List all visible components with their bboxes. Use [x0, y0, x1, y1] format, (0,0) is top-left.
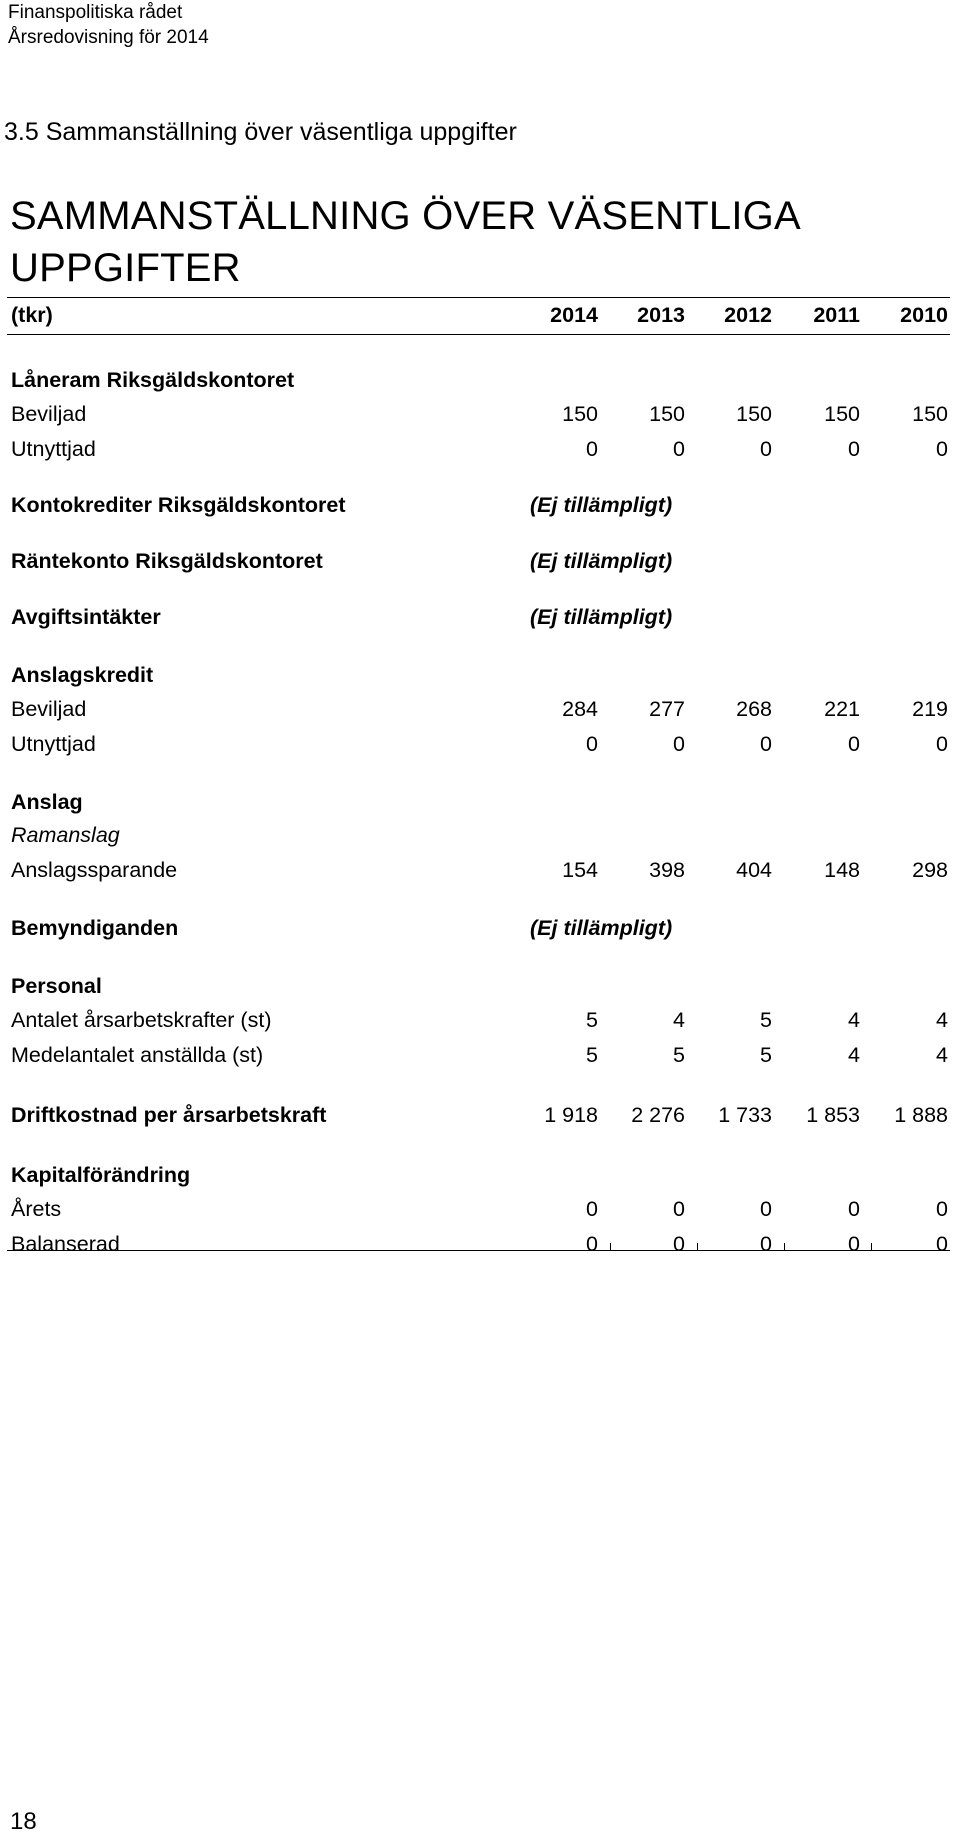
table-cell: 0 — [848, 732, 860, 756]
table-row — [0, 660, 960, 690]
table-cell: 0 — [936, 1232, 948, 1256]
table-cell: 4 — [673, 1008, 685, 1032]
table-cell: 5 — [586, 1008, 598, 1032]
table-row — [0, 971, 960, 1001]
table-cell: 150 — [912, 402, 948, 426]
table-cell: 0 — [586, 1232, 598, 1256]
section-heading: 3.5 Sammanställning över väsentliga uppgifter — [4, 118, 517, 146]
column-tick — [784, 1243, 785, 1250]
table-cell: 0 — [673, 1232, 685, 1256]
column-tick — [871, 1243, 872, 1250]
row-label: Driftkostnad per årsarbetskraft — [11, 1103, 327, 1127]
table-row — [0, 490, 960, 520]
table-row — [0, 546, 960, 576]
table-cell: 148 — [824, 858, 860, 882]
row-label: Kontokrediter Riksgäldskontoret — [11, 493, 346, 517]
row-label: Antalet årsarbetskrafter (st) — [11, 1008, 272, 1032]
table-row — [0, 602, 960, 632]
row-label: Personal — [11, 974, 102, 998]
year-header: 2014 — [550, 303, 598, 327]
table-cell: 0 — [936, 1197, 948, 1221]
page-header — [8, 0, 209, 50]
table-cell: 0 — [848, 437, 860, 461]
table-row — [0, 1229, 960, 1259]
table-cell: 4 — [848, 1008, 860, 1032]
table-row — [0, 1040, 960, 1070]
table-cell: 1 853 — [806, 1103, 860, 1127]
table-cell: 150 — [649, 402, 685, 426]
table-row — [0, 694, 960, 724]
table-title-line-2: UPPGIFTER — [10, 246, 241, 290]
table-row — [0, 787, 960, 817]
table-cell: 1 918 — [544, 1103, 598, 1127]
unit-label: (tkr) — [11, 303, 53, 327]
table-row — [0, 1005, 960, 1035]
table-row — [0, 1194, 960, 1224]
table-cell: 0 — [936, 732, 948, 756]
table-cell: 0 — [586, 437, 598, 461]
row-label: Anslagskredit — [11, 663, 154, 687]
table-cell: 154 — [562, 858, 598, 882]
table-cell: 5 — [586, 1043, 598, 1067]
table-row — [0, 399, 960, 429]
table-cell: 398 — [649, 858, 685, 882]
table-cell: 5 — [760, 1043, 772, 1067]
table-cell: 219 — [912, 697, 948, 721]
row-label: Anslagssparande — [11, 858, 178, 882]
table-row — [0, 913, 960, 943]
row-label: Utnyttjad — [11, 437, 96, 461]
table-cell: 0 — [673, 437, 685, 461]
table-row — [0, 855, 960, 885]
table-header-row — [0, 300, 960, 330]
table-cell: 268 — [736, 697, 772, 721]
table-cell: 0 — [848, 1232, 860, 1256]
table-cell: 150 — [562, 402, 598, 426]
row-label: Utnyttjad — [11, 732, 96, 756]
organization-name: Finanspolitiska rådet — [8, 2, 183, 23]
table-title-line-1: SAMMANSTÄLLNING ÖVER VÄSENTLIGA — [10, 194, 801, 238]
row-label: Medelantalet anställda (st) — [11, 1043, 264, 1067]
table-cell: 4 — [936, 1008, 948, 1032]
row-label: Avgiftsintäkter — [11, 605, 161, 629]
column-tick — [697, 1243, 698, 1250]
table-cell: 0 — [586, 732, 598, 756]
row-label: Kapitalförändring — [11, 1163, 191, 1187]
table-cell: 284 — [562, 697, 598, 721]
table-header-rule — [7, 334, 950, 335]
year-header: 2013 — [637, 303, 685, 327]
table-cell: 0 — [848, 1197, 860, 1221]
not-applicable-note: (Ej tillämpligt) — [530, 493, 673, 517]
table-cell: 1 733 — [718, 1103, 772, 1127]
table-top-rule — [7, 297, 950, 298]
row-label: Låneram Riksgäldskontoret — [11, 368, 295, 392]
table-row — [0, 434, 960, 464]
table-cell: 404 — [736, 858, 772, 882]
not-applicable-note: (Ej tillämpligt) — [530, 605, 673, 629]
table-row — [0, 365, 960, 395]
table-cell: 298 — [912, 858, 948, 882]
table-cell: 0 — [760, 1197, 772, 1221]
row-label: Årets — [11, 1197, 62, 1221]
not-applicable-note: (Ej tillämpligt) — [530, 549, 673, 573]
table-cell: 0 — [936, 437, 948, 461]
table-cell: 0 — [673, 1197, 685, 1221]
table-cell: 4 — [936, 1043, 948, 1067]
not-applicable-note: (Ej tillämpligt) — [530, 916, 673, 940]
table-row — [0, 1160, 960, 1190]
table-row — [0, 729, 960, 759]
table-row — [0, 1100, 960, 1130]
table-row — [0, 820, 960, 850]
row-label: Beviljad — [11, 402, 87, 426]
column-tick — [610, 1243, 611, 1250]
year-header: 2011 — [813, 303, 860, 327]
table-bottom-rule — [7, 1250, 950, 1251]
table-cell: 0 — [760, 1232, 772, 1256]
row-label: Räntekonto Riksgäldskontoret — [11, 549, 323, 573]
page-number: 18 — [10, 1808, 37, 1835]
year-header: 2010 — [900, 303, 948, 327]
year-header: 2012 — [724, 303, 772, 327]
table-cell: 1 888 — [894, 1103, 948, 1127]
row-label: Ramanslag — [11, 823, 120, 847]
table-cell: 150 — [736, 402, 772, 426]
row-label: Beviljad — [11, 697, 87, 721]
table-cell: 0 — [760, 437, 772, 461]
table-cell: 4 — [848, 1043, 860, 1067]
report-name: Årsredovisning för 2014 — [8, 27, 209, 48]
table-cell: 2 276 — [631, 1103, 685, 1127]
table-cell: 277 — [649, 697, 685, 721]
row-label: Balanserad — [11, 1232, 120, 1256]
table-cell: 150 — [824, 402, 860, 426]
table-cell: 0 — [586, 1197, 598, 1221]
table-cell: 221 — [824, 697, 860, 721]
table-title — [10, 190, 801, 294]
row-label: Anslag — [11, 790, 83, 814]
row-label: Bemyndiganden — [11, 916, 179, 940]
table-cell: 0 — [760, 732, 772, 756]
table-cell: 5 — [760, 1008, 772, 1032]
table-cell: 5 — [673, 1043, 685, 1067]
table-cell: 0 — [673, 732, 685, 756]
